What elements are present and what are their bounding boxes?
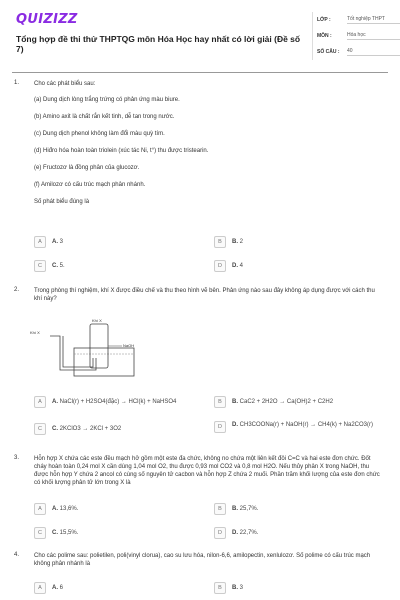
- option-key: B.: [232, 506, 238, 512]
- meta-value: Hóa học: [347, 32, 400, 40]
- delivery-tube-inner: [63, 336, 93, 367]
- option-text: 22,7%.: [239, 530, 259, 536]
- meta-label: MÔN :: [317, 33, 332, 39]
- option-letter-box: A: [34, 503, 46, 515]
- delivery-tube: [50, 336, 96, 370]
- option-b[interactable]: [214, 582, 243, 594]
- meta-value: Tốt nghiệp THPT: [347, 16, 400, 24]
- option-letter-box: A: [34, 236, 46, 248]
- option-letter-box: B: [214, 396, 226, 408]
- option-letter-box: B: [214, 582, 226, 594]
- meta-label: LỚP :: [317, 17, 331, 23]
- option-text: NaCl(r) + H2SO4(đặc) → HCl(k) + NaHSO4: [59, 399, 177, 405]
- statement: (b) Amino axit là chất rắn kết tinh, dễ tan trong nước.: [34, 114, 175, 120]
- option-text: 25,7%.: [239, 506, 259, 512]
- option-text: 15,5%.: [59, 530, 79, 536]
- question-number: 1.: [14, 80, 20, 86]
- option-c[interactable]: [34, 527, 78, 539]
- option-text: CH3COONa(r) + NaOH(r) → CH4(k) + Na2CO3(r): [239, 422, 374, 428]
- statement: Số phát biểu đúng là: [34, 199, 90, 205]
- option-letter-box: B: [214, 503, 226, 515]
- option-d[interactable]: [214, 260, 243, 272]
- question-prompt: Cho các phát biểu sau:: [34, 81, 96, 87]
- question-number: 4.: [14, 552, 20, 558]
- question-prompt: Cho các polime sau: polietilen, poli(vinyl clorua), cao su lưu hóa, nilon-6,6, amilopectin, xenlulozơ. Số polime có cấu trúc mạch không phân nhánh là: [34, 553, 371, 567]
- meta-value: 40: [347, 48, 400, 56]
- option-letter-box: D: [214, 421, 226, 433]
- box-label: Khí X: [92, 318, 102, 323]
- option-key: A.: [52, 239, 58, 245]
- question-4: [14, 552, 386, 598]
- question-3: [14, 455, 386, 545]
- statement: (e) Fructozơ là đồng phân của glucozơ.: [34, 165, 140, 171]
- header-divider: [12, 72, 388, 73]
- option-key: B.: [232, 239, 238, 245]
- question-number: 2.: [14, 287, 20, 293]
- option-key: C.: [52, 263, 58, 269]
- document-header: [12, 10, 390, 72]
- option-letter-box: A: [34, 582, 46, 594]
- option-key: A.: [52, 506, 58, 512]
- option-text: 3: [239, 585, 244, 591]
- option-letter-box: C: [34, 527, 46, 539]
- option-a[interactable]: [34, 503, 78, 515]
- option-key: D.: [232, 530, 238, 536]
- option-key: A.: [52, 585, 58, 591]
- option-c[interactable]: [34, 423, 121, 435]
- page-title: Tổng hợp đề thi thử THPTQG môn Hóa Học hay nhất có lời giải (Đề số 7): [16, 34, 301, 54]
- option-key: D.: [232, 263, 238, 269]
- option-b[interactable]: [214, 236, 243, 248]
- statement: (c) Dung dịch phenol không làm đổi màu quỳ tím.: [34, 131, 165, 137]
- quizizz-logo: QUIZIZZ: [16, 12, 78, 27]
- option-text: 2: [239, 239, 244, 245]
- option-letter-box: D: [214, 260, 226, 272]
- option-key: A.: [52, 399, 58, 405]
- statement: (d) Hiđro hóa hoàn toàn triolein (xúc tác Ni, t°) thu được tristearin.: [34, 148, 209, 154]
- option-d[interactable]: [214, 421, 384, 439]
- option-b[interactable]: [214, 503, 258, 515]
- option-text: 6: [59, 585, 64, 591]
- option-text: 3: [59, 239, 64, 245]
- option-text: 5.: [59, 263, 65, 269]
- option-letter-box: A: [34, 396, 46, 408]
- question-prompt: Hỗn hợp X chứa các este đều mạch hở gồm một este đa chức, không no chứa một liên kết đôi C=C và hai este đơn chức. Đốt cháy hoàn toàn 0,24 mol X cần dùng 1,04 mol O2, thu được 0,93 mol CO2 và 0,8 mol H2O. Nếu thủy phân X trong NaOH, thu được hỗn hợp Y chứa 2 ancol có cùng số nguyên tử cacbon và hỗn hợp Z chứa 2 muối. Phần trăm khối lượng của este đơn chức có khối lượng phân tử lớn trong X là: [34, 456, 380, 486]
- question-prompt: Trong phòng thí nghiệm, khí X được điều chế và thu theo hình vẽ bên. Phản ứng nào sau đây không áp dụng được với cách thu khí này?: [34, 288, 375, 302]
- gas-collection-apparatus-figure: [30, 318, 150, 380]
- option-letter-box: B: [214, 236, 226, 248]
- option-text: 4: [239, 263, 244, 269]
- option-d[interactable]: [214, 527, 258, 539]
- option-key: C.: [52, 426, 58, 432]
- statement: (f) Amilozơ có cấu trúc mạch phân nhánh.: [34, 182, 146, 188]
- meta-label: SỐ CÂU :: [317, 49, 340, 55]
- meta-table: [312, 12, 400, 60]
- meta-row-class: [313, 12, 400, 28]
- meta-row-subject: [313, 28, 400, 44]
- question-1: [14, 80, 386, 280]
- option-b[interactable]: [214, 396, 333, 408]
- option-key: B.: [232, 399, 238, 405]
- question-number: 3.: [14, 455, 20, 461]
- statement: (a) Dung dịch lòng trắng trứng có phản ứng màu biure.: [34, 97, 180, 103]
- option-a[interactable]: [34, 582, 63, 594]
- option-letter-box: C: [34, 260, 46, 272]
- option-letter-box: C: [34, 423, 46, 435]
- option-key: D.: [232, 422, 238, 428]
- salt-label: NaOH: [123, 343, 135, 348]
- option-letter-box: D: [214, 527, 226, 539]
- option-text: CaC2 + 2H2O → Ca(OH)2 + C2H2: [239, 399, 334, 405]
- meta-row-count: [313, 44, 400, 60]
- option-text: 13,6%.: [59, 506, 79, 512]
- option-a[interactable]: [34, 236, 63, 248]
- water-trough: [74, 348, 134, 376]
- option-key: C.: [52, 530, 58, 536]
- option-text: 2KClO3 → 2KCl + 3O2: [59, 426, 122, 432]
- option-c[interactable]: [34, 260, 65, 272]
- option-a[interactable]: [34, 396, 176, 408]
- gas-label: Khí X: [30, 330, 40, 335]
- option-key: B.: [232, 585, 238, 591]
